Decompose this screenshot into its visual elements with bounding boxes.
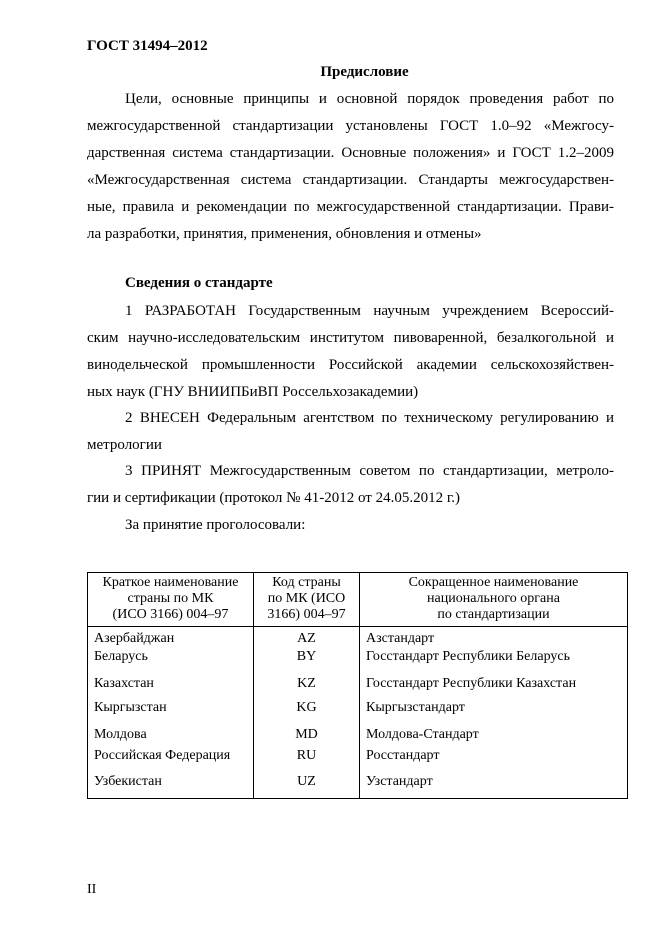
table-row bbox=[88, 774, 628, 799]
body-cell: Молдова-Стандарт bbox=[360, 727, 628, 748]
preface-line: межгосударственной стандартизации установлены ГОСТ 1.0–92 «Межгосу- bbox=[87, 118, 614, 134]
code-cell: AZ bbox=[254, 627, 360, 650]
code-cell: KZ bbox=[254, 676, 360, 700]
voted-label: За принятие проголосовали: bbox=[125, 517, 306, 533]
body-cell: Росстандарт bbox=[360, 748, 628, 774]
table-row bbox=[88, 700, 628, 727]
header-country: Краткое наименование страны по МК (ИСО 3166) 004–97 bbox=[88, 573, 254, 627]
table-row bbox=[88, 727, 628, 748]
preface-line: Цели, основные принципы и основной порядок проведения работ по bbox=[125, 91, 614, 107]
country-cell: Узбекистан bbox=[88, 774, 254, 799]
body-cell: Узстандарт bbox=[360, 774, 628, 799]
info-item-3-line: гии и сертификации (протокол № 41-2012 от 24.05.2012 г.) bbox=[87, 490, 461, 506]
country-cell: Азербайджан bbox=[88, 627, 254, 650]
info-title: Сведения о стандарте bbox=[125, 275, 273, 291]
code-cell: UZ bbox=[254, 774, 360, 799]
document-code: ГОСТ 31494–2012 bbox=[87, 38, 208, 54]
info-item-1-line: ных наук (ГНУ ВНИИПБиВП Россельхозакадемии) bbox=[87, 384, 419, 400]
info-item-1-line: 1 РАЗРАБОТАН Государственным научным учреждением Всероссий- bbox=[125, 303, 614, 319]
body-cell: Госстандарт Республики Казахстан bbox=[360, 676, 628, 700]
code-cell: BY bbox=[254, 649, 360, 676]
country-cell: Кыргызстан bbox=[88, 700, 254, 727]
country-cell: Беларусь bbox=[88, 649, 254, 676]
info-item-2-line: 2 ВНЕСЕН Федеральным агентством по техническому регулированию и bbox=[125, 410, 614, 426]
info-item-2-line: метрологии bbox=[87, 437, 162, 453]
table-row bbox=[88, 627, 628, 650]
page-number: II bbox=[87, 882, 97, 897]
preface-line: ла разработки, принятия, применения, обновления и отмены» bbox=[87, 226, 482, 242]
header-body: Сокращенное наименование национального органа по стандартизации bbox=[360, 573, 628, 627]
info-item-1-line: ским научно-исследовательским институтом пивоваренной, безалкогольной и bbox=[87, 330, 614, 346]
info-item-3-line: 3 ПРИНЯТ Межгосударственным советом по стандартизации, метроло- bbox=[125, 463, 614, 479]
table-row bbox=[88, 748, 628, 774]
table-row bbox=[88, 649, 628, 676]
code-cell: KG bbox=[254, 700, 360, 727]
country-cell: Российская Федерация bbox=[88, 748, 254, 774]
body-cell: Госстандарт Республики Беларусь bbox=[360, 649, 628, 676]
body-cell: Кыргызстандарт bbox=[360, 700, 628, 727]
code-cell: MD bbox=[254, 727, 360, 748]
body-cell: Азстандарт bbox=[360, 627, 628, 650]
header-code: Код страны по МК (ИСО 3166) 004–97 bbox=[254, 573, 360, 627]
country-cell: Казахстан bbox=[88, 676, 254, 700]
table-row bbox=[88, 676, 628, 700]
preface-line: «Межгосударственная система стандартизации. Стандарты межгосударствен- bbox=[87, 172, 614, 188]
preface-line: ные, правила и рекомендации по межгосударственной стандартизации. Прави- bbox=[87, 199, 614, 215]
code-cell: RU bbox=[254, 748, 360, 774]
preface-title: Предисловие bbox=[320, 64, 409, 80]
table-header-row bbox=[88, 573, 628, 627]
info-item-1-line: винодельческой промышленности Российской академии сельскохозяйствен- bbox=[87, 357, 614, 373]
preface-line: дарственная система стандартизации. Основные положения» и ГОСТ 1.2–2009 bbox=[87, 145, 614, 161]
voting-table bbox=[87, 572, 628, 799]
country-cell: Молдова bbox=[88, 727, 254, 748]
